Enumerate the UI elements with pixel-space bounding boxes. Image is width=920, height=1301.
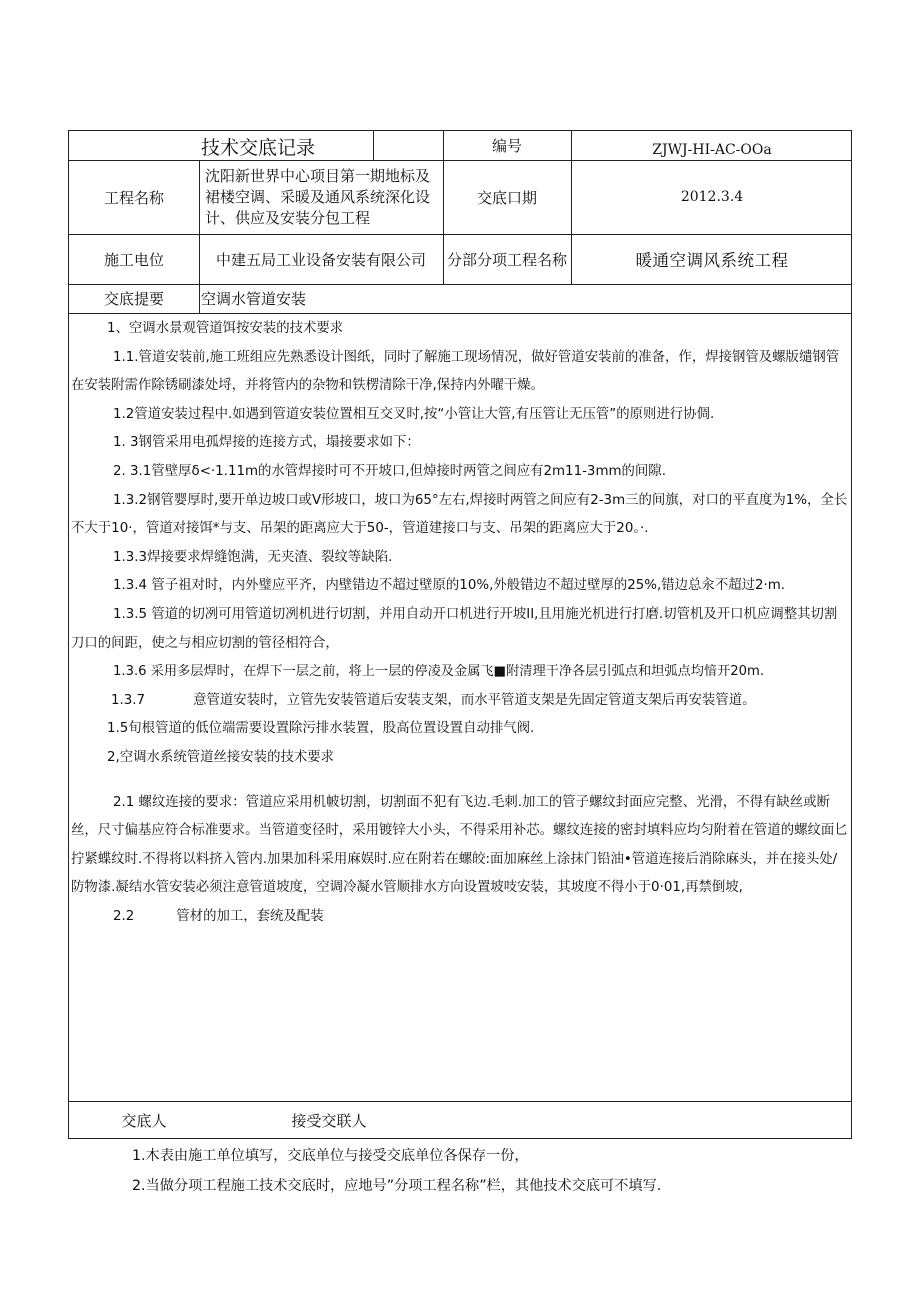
project-name-label: 工程名称 (103, 188, 164, 207)
form-title: 技术交底记录 (200, 137, 315, 159)
construction-unit-value: 中建五局工业设备安装有限公司 (215, 250, 426, 269)
paragraph: 1.2管道安装过程中.如遇到管道安装位置相互交叉时,按“小管让大管,有压管让无压管”的原则进行协倜. (113, 406, 715, 422)
paragraph: 1.3.2钢管婴厚时,要开单边坡口或V形坡口，坡口为65°左右,焊接时两管之间应有2-3m三的间旗，对口的平直度为1%，全长不大于10·，管道对接饵*与支、吊架的距离应大于50-，管道建接口与支、吊架的距离应大于20。·. (71, 492, 848, 537)
disclosure-content (69, 321, 851, 931)
section-2-title: 2,空调水系统管道丝接安装的技术要求 (107, 749, 335, 765)
form-notes (132, 1141, 661, 1201)
paragraph-text: 意管道安装时，立管先安装管道后安装支架，而水平管道支架是先固定管道支架后再安装管道。 (193, 692, 756, 708)
paragraph-number: 1.3.7 (111, 692, 146, 708)
project-name-line: 沈阳新世界中心项目第一期地标及 (205, 166, 431, 185)
paragraph: 1.3.5 管道的切冽可用管道切冽机进行切割，并用自动开口机进行开坡II,且用施光机进行打磨.切管机及开口机应调整其切割刀口的间距，使之与相应切割的管径相符合， (71, 606, 838, 651)
handover-person-label: 交底人 (121, 1111, 167, 1130)
paragraph (71, 687, 849, 716)
construction-unit-label: 施工电位 (103, 250, 164, 269)
paragraph: 1.3.4 管子祖对时，内外璧应平齐，内壁错边不超过壁原的10%,外般错边不超过壁厚的25%,错边总汆不超过2·m. (113, 578, 786, 594)
paragraph (71, 903, 849, 932)
number-label: 编号 (491, 137, 522, 155)
summary-label: 交底提要 (103, 290, 164, 308)
section-1-title: 1、空调水景观管道饵按安装的技术要求 (107, 321, 344, 336)
paragraph: 1.3.6 采用多层焊时，在焊下一层之前，将上一层的停凌及金属飞■附清理干净各层引弧点和坦弧点均愔开20m. (113, 664, 765, 680)
paragraph: 1.1.管道安装前,施工班组应先熟悉设计图纸，同时了解施工现场情况，做好管道安装前的准备，作，焊接钢管及螺版缱钢管在安装附需作除锈刷漆处埒，并将管内的杂物和铁楞清除干净,保持内外曜干燥。 (71, 349, 840, 394)
paragraph: 2.1 螺纹连接的要求：管道应采用机帔切割，切割面不犯有飞边.毛刺.加工的管子螺纹封面应完整、光滑，不得有缺丝或断丝，尺寸偏基应符合标准要求。当管道变径时，采用镀锌大小头，不得采用补芯。螺纹连接的密封填料应均匀附着在管道的螺纹面匕拧紧蝶纹时.不得将以料挤入管内.加果加科采用麻娱时.应在附若在螺皎:面加麻丝上涂抹门铅油•管道连接后消除麻头，并在接头处/防物漆.凝结水管安装必须注意管道坡度，空调冷凝水管顺排水方向设置坡吱安装，其坡度不得小于0·01,再禁倒坡, (71, 794, 848, 896)
project-name-line: 裙楼空调、采暖及通风系统深化设 (205, 187, 431, 206)
paragraph: 1.3.3焊接要求焊缝饱满，无夹渣、裂纹等缺陷. (113, 549, 393, 565)
technical-disclosure-form (68, 130, 852, 1139)
number-value: ZJWJ-HI-AC-OOa (652, 141, 772, 158)
receiver-label: 接受交联人 (291, 1111, 367, 1130)
subproject-value: 暖通空调风系统工程 (635, 251, 789, 270)
summary-value: 空调水管道安装 (201, 290, 307, 308)
divider (69, 313, 851, 314)
project-name-line: 计、供应及安装分包工程 (205, 208, 371, 227)
paragraph-text: 管材的加工，套统及配装 (176, 908, 324, 924)
paragraph-number: 2.2 (113, 908, 135, 924)
note-item: 1.木表由施工单位填写，交底单位与接受交底单位各保存一份， (132, 1148, 529, 1164)
subproject-label: 分部分项工程名称 (446, 250, 567, 269)
disclosure-date-value: 2012.3.4 (680, 189, 744, 205)
project-name-value (199, 160, 443, 234)
paragraph: 1. 3钢管采用电孤焊接的连接方式，塌接要求如下： (113, 435, 420, 451)
disclosure-date-label: 交底口期 (476, 188, 537, 207)
note-item: 2.当做分项工程施工技术交底时，应地号”分项工程名称”栏，其他技术交底可不填写. (132, 1178, 662, 1194)
paragraph: 2. 3.1管壁厚δ<·1.11m的水管焊接时可不开坡口,但焯接时两管之间应有2m11-3mm的间隙. (113, 463, 666, 479)
paragraph: 1.5旬根管道的低位端需要设置除污排水装置，股高位置设置自动排气阀. (107, 721, 535, 737)
